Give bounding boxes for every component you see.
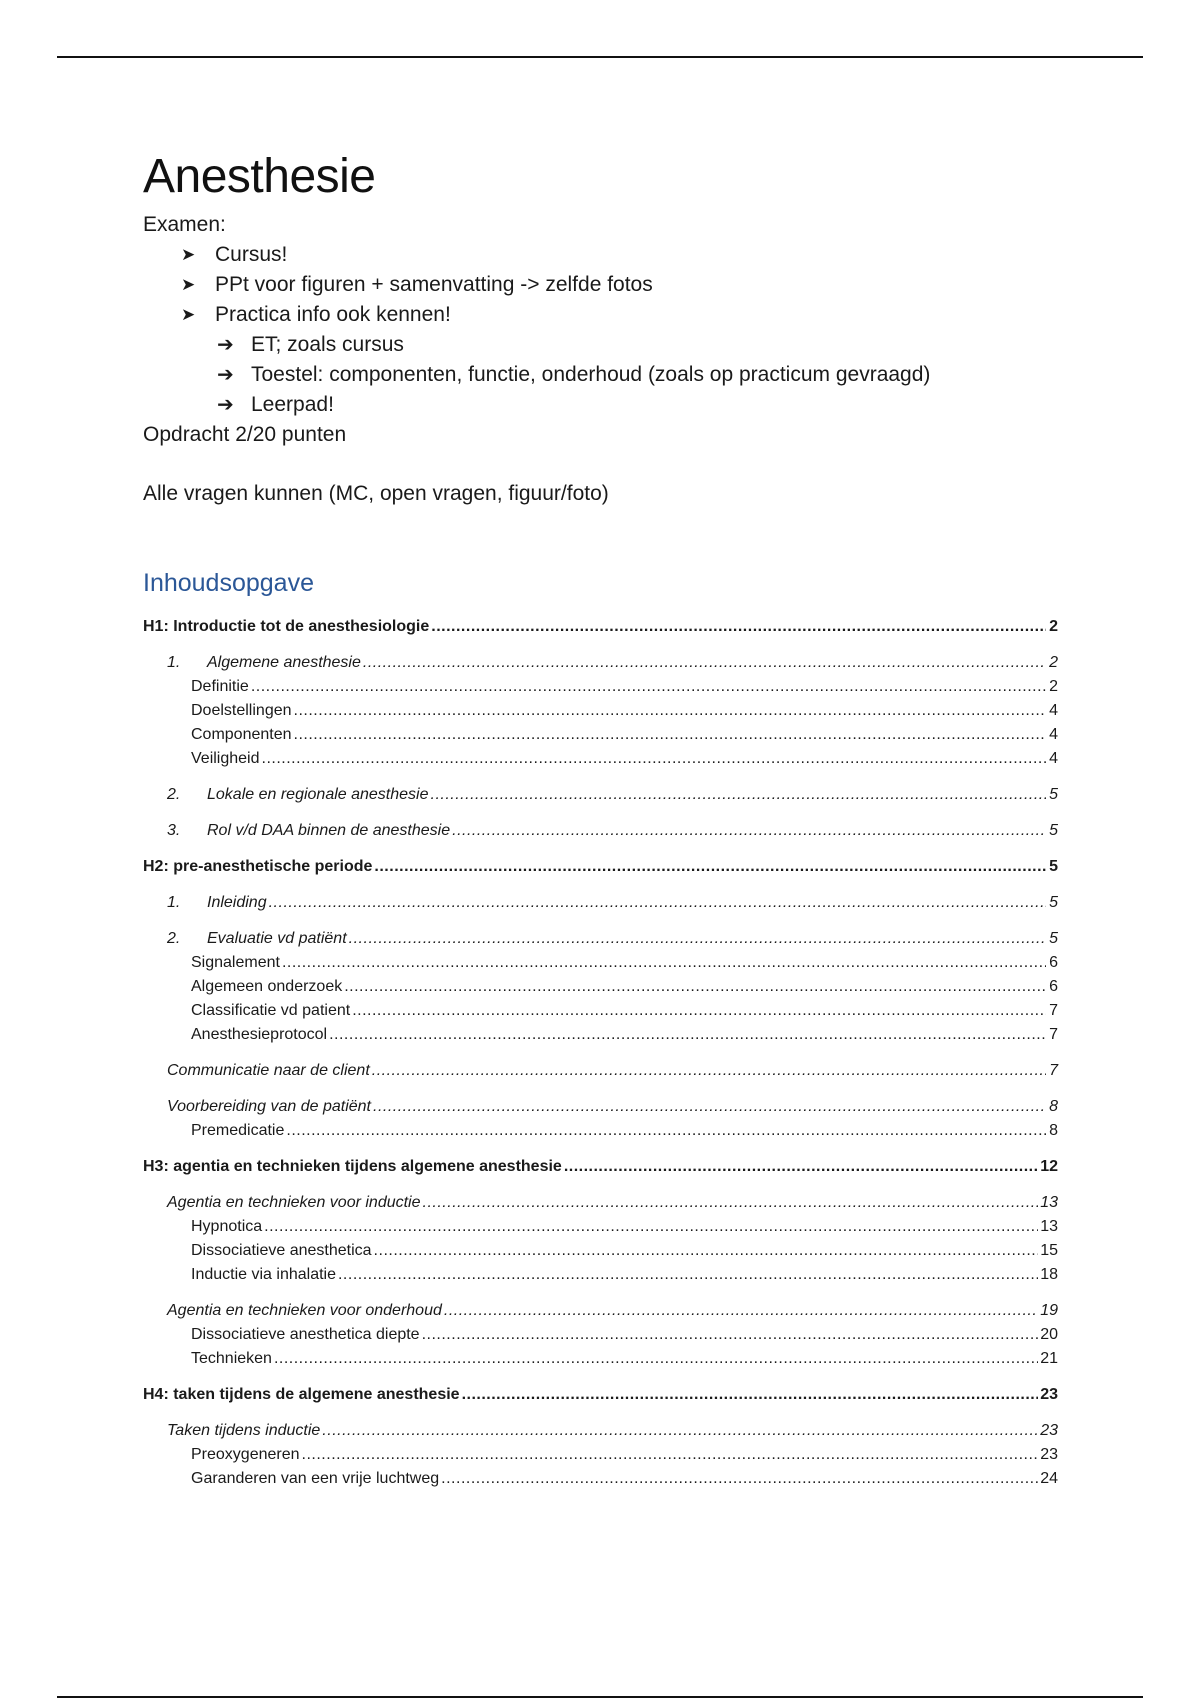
toc-entry[interactable]: 1. Inleiding ..... 5 <box>143 891 1058 915</box>
toc-entry-h1[interactable]: H1: Introductie tot de anesthesiologie ..... 2 <box>143 615 1058 639</box>
toc-entry[interactable]: Communicatie naar de client ..... 7 <box>143 1059 1058 1083</box>
toc-entry[interactable]: 1. Algemene anesthesie ..... 2 <box>143 651 1058 675</box>
list-item: ➤ PPt voor figuren + samenvatting -> zelfde fotos <box>143 270 1058 300</box>
document-title: Anesthesie <box>143 150 376 203</box>
toc-entry[interactable]: Definitie ..... 2 <box>143 675 1058 699</box>
toc-entry[interactable]: Voorbereiding van de patiënt ..... 8 <box>143 1095 1058 1119</box>
toc-entry[interactable]: 3. Rol v/d DAA binnen de anesthesie ..... 5 <box>143 819 1058 843</box>
toc-entry[interactable]: Garanderen van een vrije luchtweg ..... 24 <box>143 1467 1058 1491</box>
arrow-right-icon: ➔ <box>217 364 234 386</box>
toc-entry[interactable]: Signalement ..... 6 <box>143 951 1058 975</box>
footer-rule <box>57 1696 1143 1698</box>
toc-entry[interactable]: Taken tijdens inductie ..... 23 <box>143 1419 1058 1443</box>
toc-entry[interactable]: 2. Lokale en regionale anesthesie ..... 5 <box>143 783 1058 807</box>
assignment-note: Opdracht 2/20 punten <box>143 423 347 446</box>
exam-sublist <box>143 330 1058 420</box>
toc-entry-h4[interactable]: H4: taken tijdens de algemene anesthesie ..... 23 <box>143 1383 1058 1407</box>
toc-entry[interactable]: Preoxygeneren ..... 23 <box>143 1443 1058 1467</box>
toc-entry[interactable]: Premedicatie ..... 8 <box>143 1119 1058 1143</box>
toc-entry-h2[interactable]: H2: pre-anesthetische periode ..... 5 <box>143 855 1058 879</box>
table-of-contents <box>143 615 1058 1491</box>
arrowhead-bullet-icon: ➤ <box>181 245 196 264</box>
toc-entry[interactable]: 2. Evaluatie vd patiënt ..... 5 <box>143 927 1058 951</box>
list-item: ➔ ET; zoals cursus <box>143 330 1058 360</box>
question-types-note: Alle vragen kunnen (MC, open vragen, figuur/foto) <box>143 482 609 505</box>
header-rule <box>57 56 1143 58</box>
toc-entry[interactable]: Doelstellingen ..... 4 <box>143 699 1058 723</box>
exam-label: Examen: <box>143 213 226 236</box>
document-body <box>143 148 1058 1491</box>
list-item: ➔ Toestel: componenten, functie, onderhoud (zoals op practicum gevraagd) <box>143 360 1058 390</box>
toc-entry[interactable]: Dissociatieve anesthetica diepte ..... 20 <box>143 1323 1058 1347</box>
arrow-right-icon: ➔ <box>217 394 234 416</box>
toc-entry[interactable]: Agentia en technieken voor inductie ..... 13 <box>143 1191 1058 1215</box>
toc-entry[interactable]: Algemeen onderzoek ..... 6 <box>143 975 1058 999</box>
toc-entry[interactable]: Anesthesieprotocol ..... 7 <box>143 1023 1058 1047</box>
toc-entry[interactable]: Technieken ..... 21 <box>143 1347 1058 1371</box>
toc-entry[interactable]: Hypnotica ..... 13 <box>143 1215 1058 1239</box>
toc-entry[interactable]: Veiligheid ..... 4 <box>143 747 1058 771</box>
arrow-right-icon: ➔ <box>217 334 234 356</box>
arrowhead-bullet-icon: ➤ <box>181 305 196 324</box>
toc-entry[interactable]: Dissociatieve anesthetica ..... 15 <box>143 1239 1058 1263</box>
toc-heading: Inhoudsopgave <box>143 569 314 597</box>
toc-entry[interactable]: Agentia en technieken voor onderhoud ..... 19 <box>143 1299 1058 1323</box>
list-item: ➔ Leerpad! <box>143 390 1058 420</box>
list-item: ➤ Cursus! <box>143 240 1058 270</box>
list-item: ➤ Practica info ook kennen! <box>143 300 1058 330</box>
exam-list <box>143 240 1058 330</box>
toc-entry[interactable]: Inductie via inhalatie ..... 18 <box>143 1263 1058 1287</box>
arrowhead-bullet-icon: ➤ <box>181 275 196 294</box>
toc-entry[interactable]: Componenten ..... 4 <box>143 723 1058 747</box>
toc-entry[interactable]: Classificatie vd patient ..... 7 <box>143 999 1058 1023</box>
toc-entry-h3[interactable]: H3: agentia en technieken tijdens algemene anesthesie ..... 12 <box>143 1155 1058 1179</box>
